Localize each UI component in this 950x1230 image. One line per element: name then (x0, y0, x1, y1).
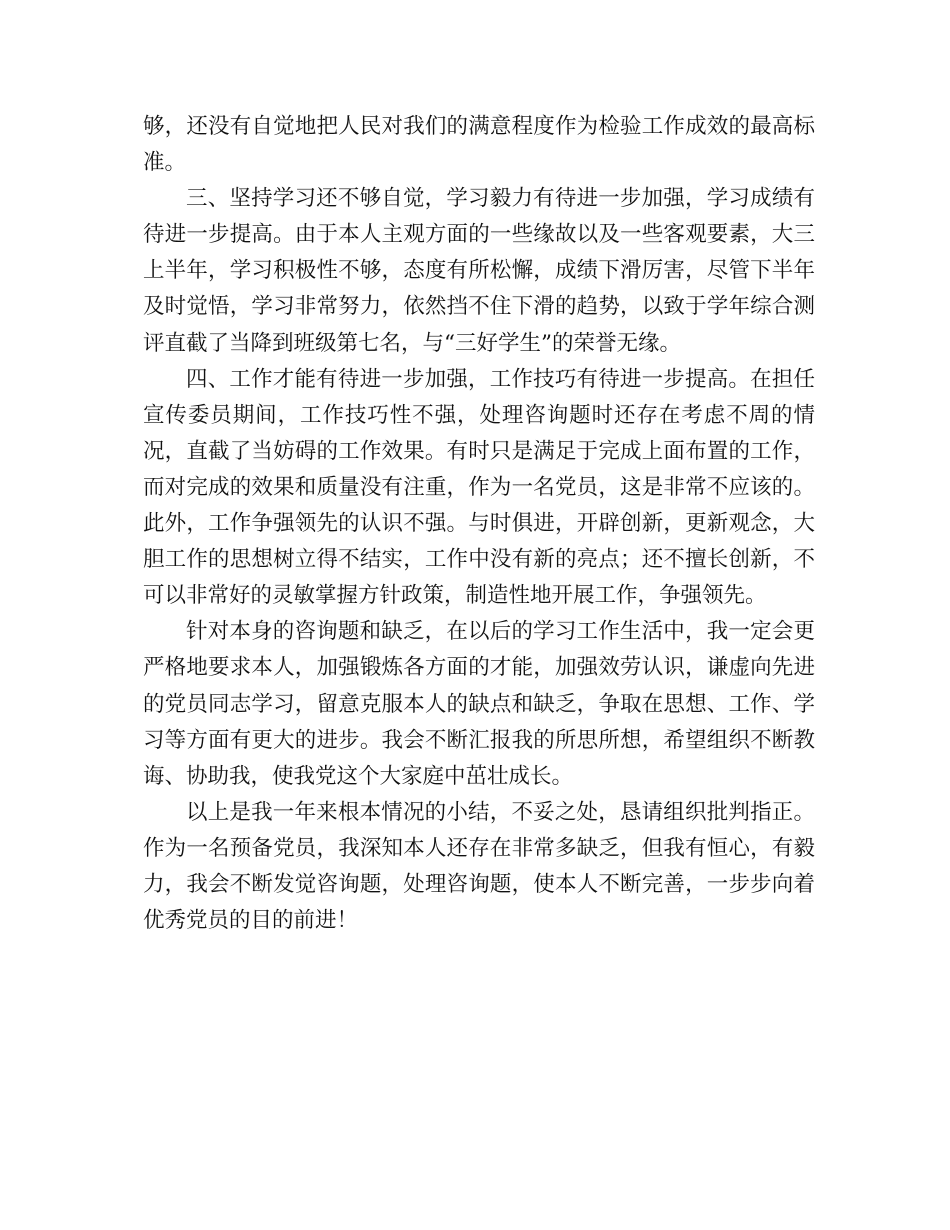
paragraph-continuation: 够，还没有自觉地把人民对我们的满意程度作为检验工作成效的最高标准。 (143, 114, 815, 176)
paragraph-study: 三、坚持学习还不够自觉，学习毅力有待进一步加强，学习成绩有待进一步提高。由于本人主观方面的一些缘故以及一些客观要素，大三上半年，学习积极性不够，态度有所松懈，成绩下滑厉害，尽管下半年及时觉悟，学习非常努力，依然挡不住下滑的趋势，以致于学年综合测评直截了当降到班级第七名，与“三好学生”的荣誉无缘。 (143, 186, 815, 356)
paragraph-work: 四、工作才能有待进一步加强，工作技巧有待进一步提高。在担任宣传委员期间，工作技巧性不强，处理咨询题时还存在考虑不周的情况，直截了当妨碍的工作效果。有时只是满足于完成上面布置的工作，而对完成的效果和质量没有注重，作为一名党员，这是非常不应该的。此外，工作争强领先的认识不强。与时俱进，开辟创新，更新观念，大胆工作的思想树立得不结实，工作中没有新的亮点；还不擅长创新，不可以非常好的灵敏掌握方针政策，制造性地开展工作，争强领先。 (143, 366, 815, 609)
paragraph-improvement: 针对本身的咨询题和缺乏，在以后的学习工作生活中，我一定会更严格地要求本人，加强锻炼各方面的才能，加强效劳认识，谦虚向先进的党员同志学习，留意克服本人的缺点和缺乏，争取在思想、工作、学习等方面有更大的进步。我会不断汇报我的所思所想，希望组织不断教诲、协助我，使我党这个大家庭中茁壮成长。 (143, 619, 815, 789)
paragraph-summary: 以上是我一年来根本情况的小结，不妥之处，恳请组织批判指正。作为一名预备党员，我深知本人还存在非常多缺乏，但我有恒心，有毅力，我会不断发觉咨询题，处理咨询题，使本人不断完善，一步步向着优秀党员的目的前进！ (143, 799, 815, 934)
document-body (143, 109, 815, 939)
